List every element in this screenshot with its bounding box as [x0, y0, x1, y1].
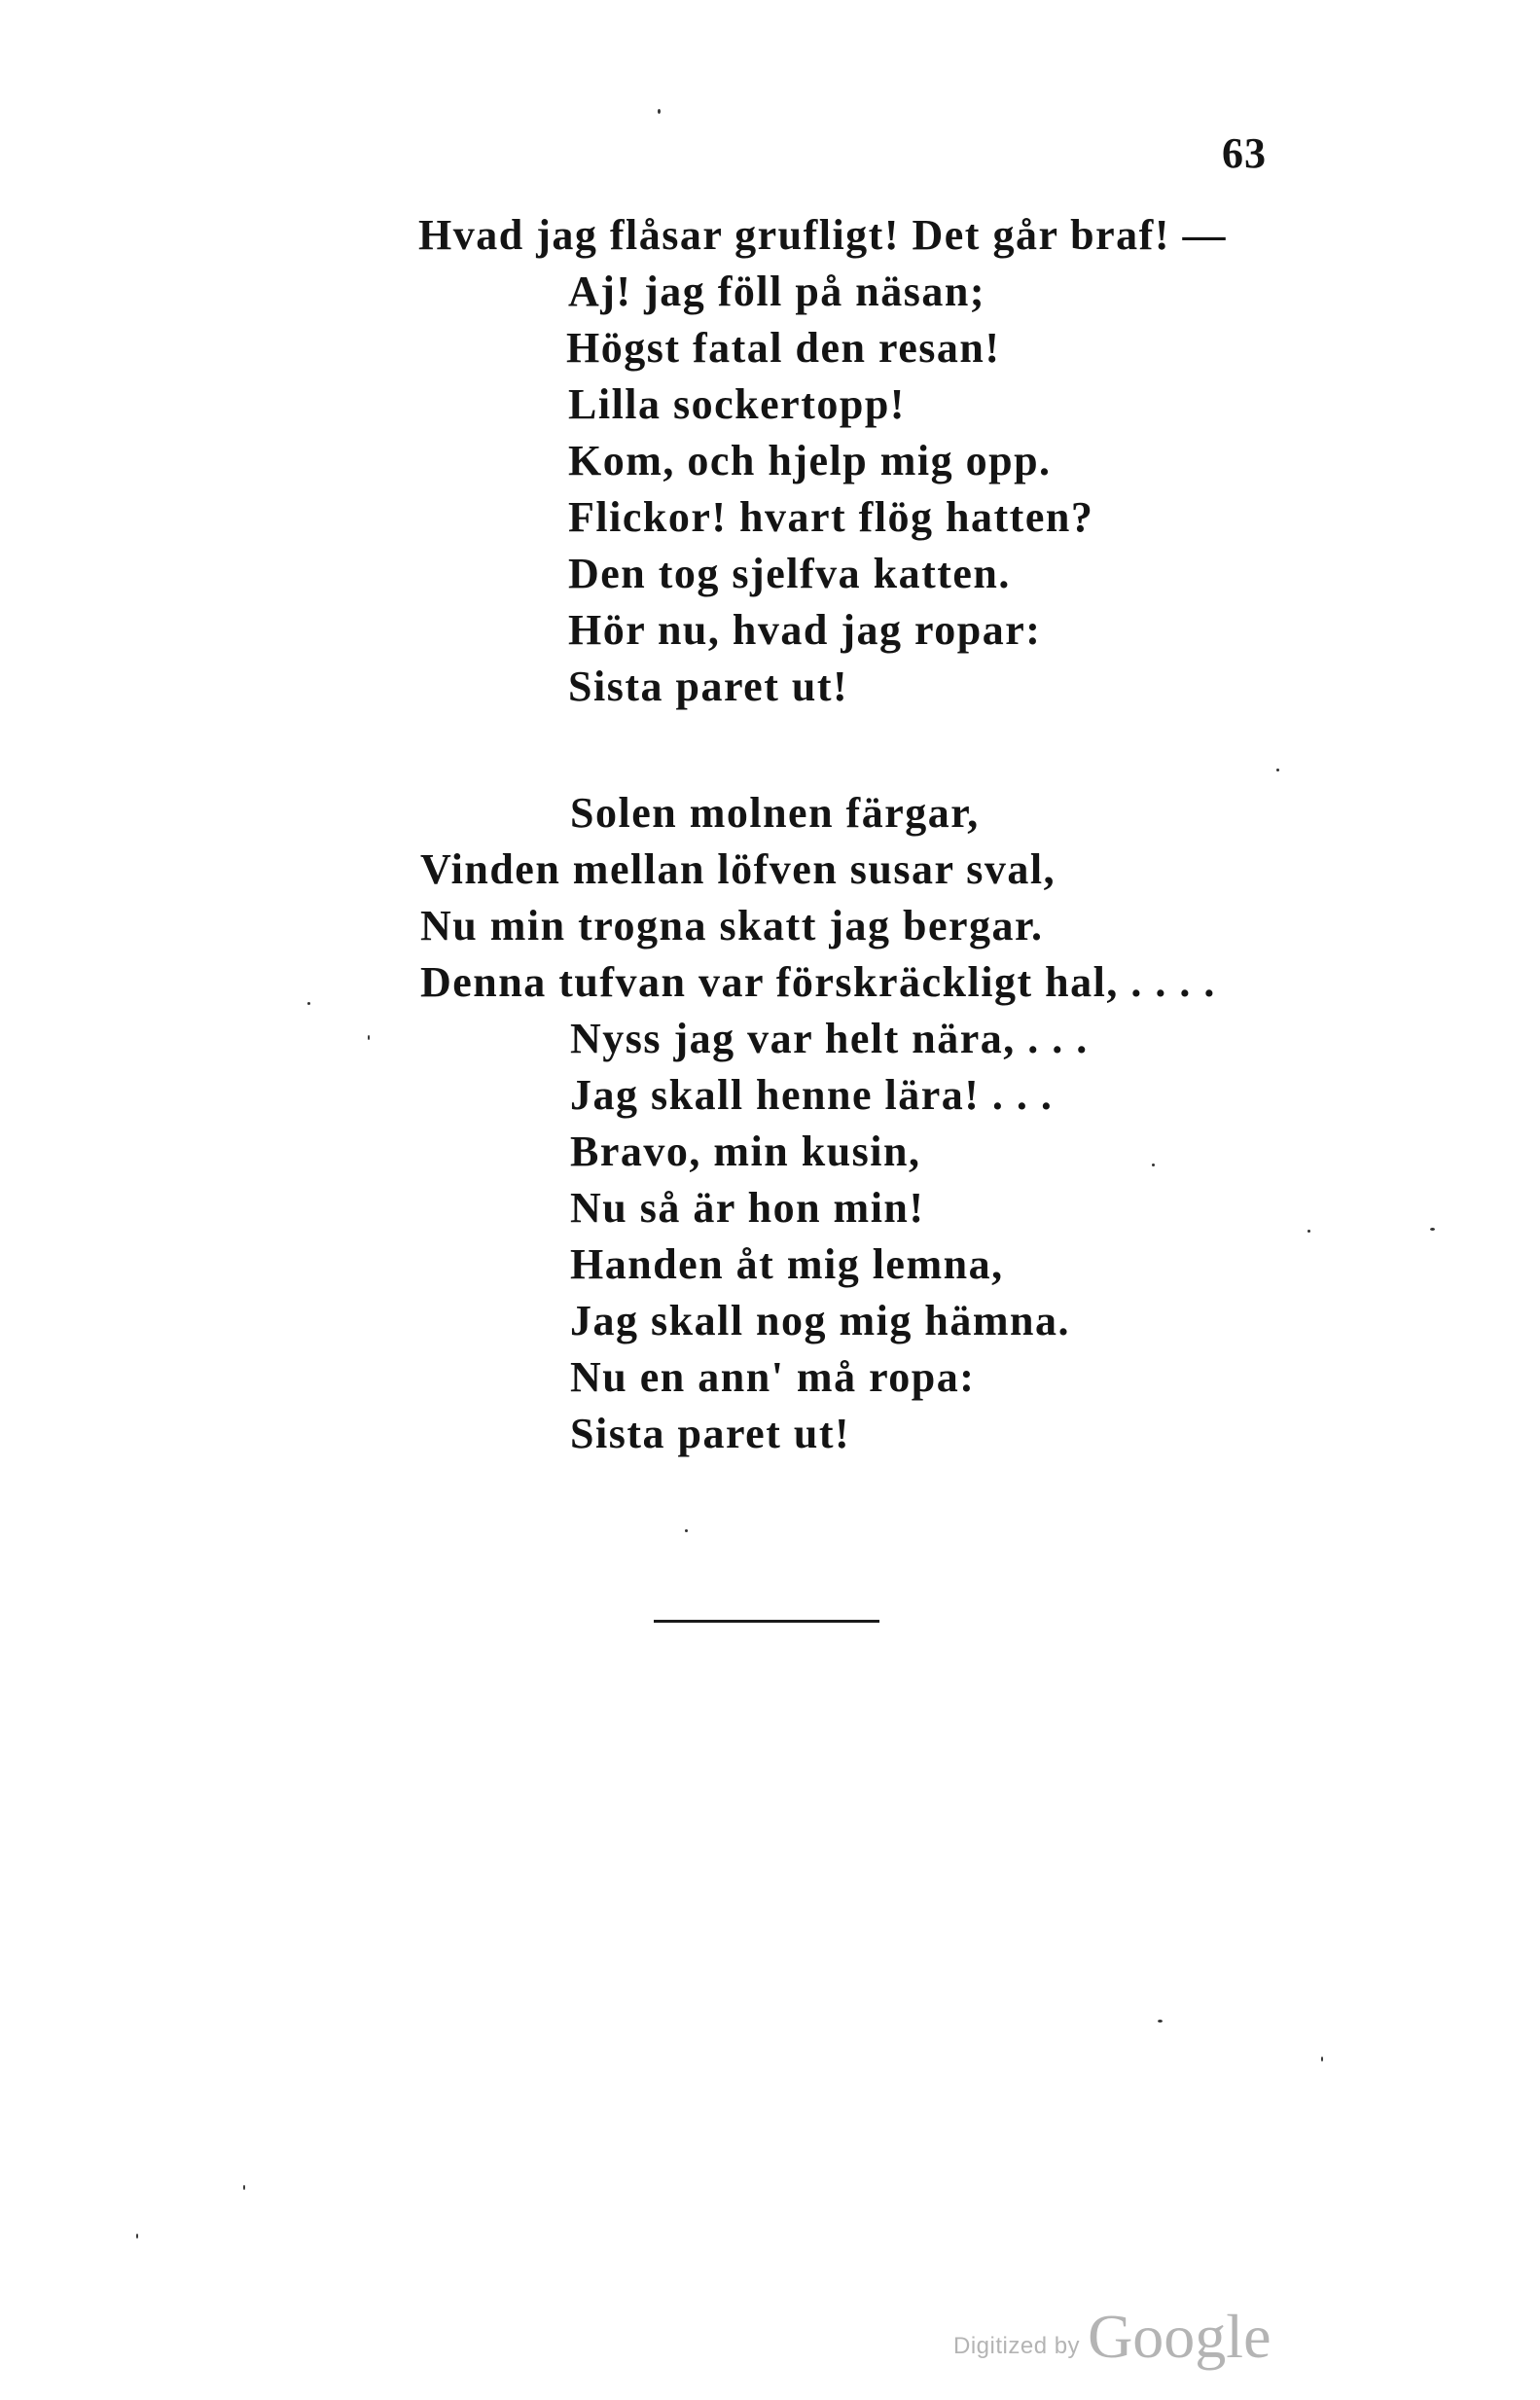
scan-speck: [307, 1002, 310, 1005]
end-rule: [654, 1620, 879, 1623]
verse-line: Jag skall henne lära! . . .: [570, 1071, 1054, 1119]
verse-line: Nu så är hon min!: [570, 1184, 925, 1232]
verse-line: Flickor! hvart flög hatten?: [568, 493, 1094, 541]
verse-line: Lilla sockertopp!: [568, 380, 906, 428]
verse-line: Solen molnen färgar,: [570, 789, 980, 837]
verse-line: Sista paret ut!: [570, 1410, 851, 1457]
scan-speck: [1321, 2057, 1323, 2061]
watermark-prefix: Digitized by: [953, 2333, 1081, 2359]
scan-speck: [1158, 2020, 1163, 2023]
verse-line: Nu en ann' må ropa:: [570, 1353, 976, 1401]
verse-line: Högst fatal den resan!: [566, 324, 1001, 372]
verse-line: Aj! jag föll på näsan;: [568, 268, 986, 315]
verse-line: Handen åt mig lemna,: [570, 1240, 1004, 1288]
verse-line: Den tog sjelfva katten.: [568, 550, 1011, 597]
scan-speck: [1152, 1164, 1155, 1166]
verse-line: Jag skall nog mig hämna.: [570, 1297, 1070, 1344]
scan-speck: [685, 1529, 688, 1532]
scan-speck: [1430, 1228, 1435, 1231]
scan-speck: [368, 1035, 370, 1040]
scan-speck: [1307, 1230, 1310, 1233]
scan-speck: [243, 2185, 245, 2190]
verse-line: Vinden mellan löfven susar sval,: [420, 845, 1057, 893]
verse-line: Hvad jag flåsar grufligt! Det går braf! —: [418, 211, 1227, 259]
scan-speck: [658, 109, 661, 114]
verse-line: Sista paret ut!: [568, 663, 849, 710]
verse-line: Bravo, min kusin,: [570, 1128, 921, 1175]
verse-line: Nu min trogna skatt jag bergar.: [420, 902, 1044, 949]
verse-line: Nyss jag var helt nära, . . .: [570, 1015, 1089, 1062]
page-number: 63: [1222, 129, 1267, 177]
digitized-watermark: [953, 2301, 1271, 2373]
scan-speck: [1276, 769, 1279, 771]
verse-line: Hör nu, hvad jag ropar:: [568, 606, 1042, 654]
verse-line: Denna tufvan var förskräckligt hal, . . . .: [420, 958, 1216, 1006]
verse-line: Kom, och hjelp mig opp.: [568, 437, 1052, 484]
scan-speck: [136, 2234, 138, 2239]
watermark-brand: Google: [1088, 2302, 1271, 2371]
